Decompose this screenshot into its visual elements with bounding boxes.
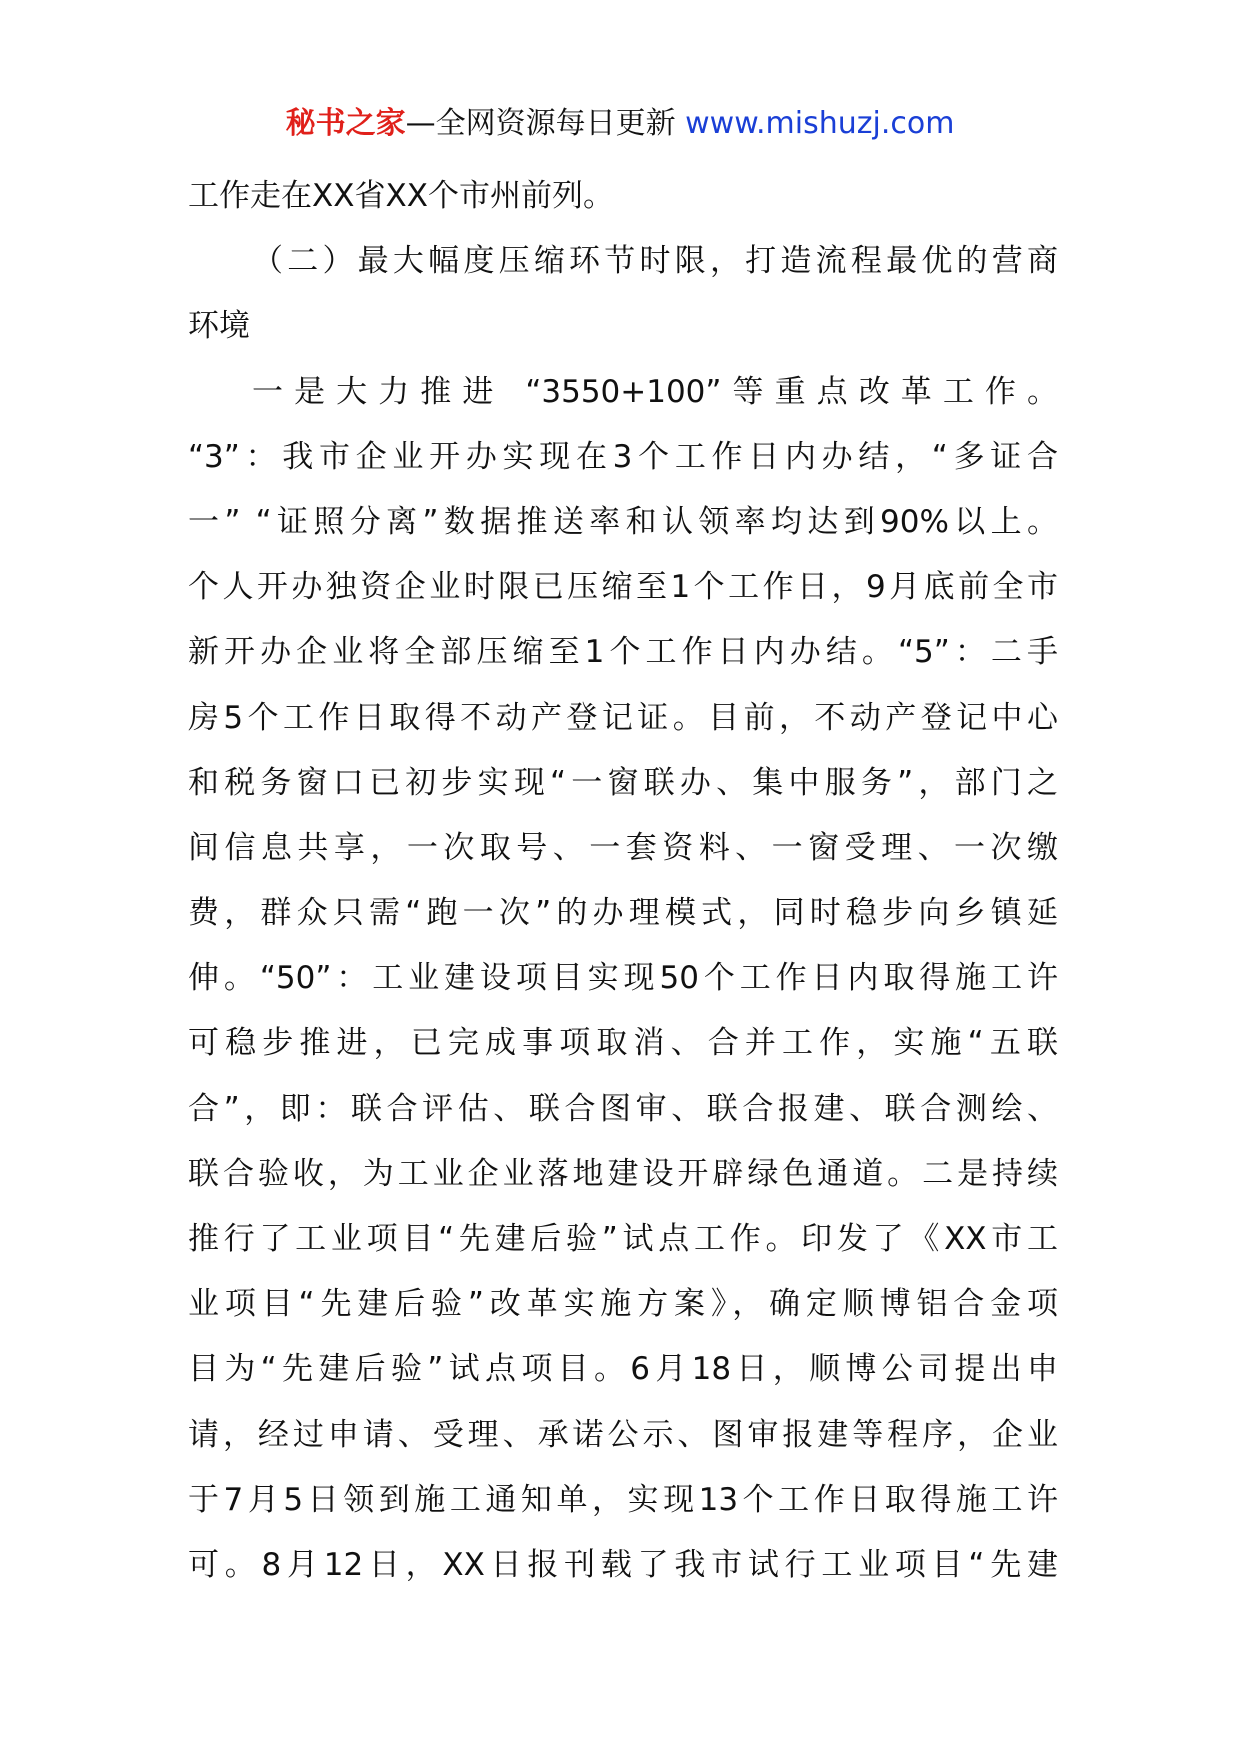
text-line: 一是大力推进 “3550+100”等重点改革工作。 [252,373,1058,410]
text-line: “3”：我市企业开办实现在3个工作日内办结，“多证合 [188,438,1058,475]
text-line: 可。8月12日，XX日报刊载了我市试行工业项目“先建 [188,1546,1058,1583]
section-heading: （二）最大幅度压缩环节时限，打造流程最优的营商 [252,243,1058,280]
section-heading-cont: 环境 [188,308,250,345]
text-line: 间信息共享，一次取号、一套资料、一窗受理、一次缴 [188,829,1058,866]
text-line: 伸。“50”：工业建设项目实现50个工作日内取得施工许 [188,960,1058,997]
text-line: 工作走在XX省XX个市州前列。 [188,178,614,214]
text-line: 房5个工作日取得不动产登记证。目前，不动产登记中心 [188,699,1058,736]
text-line: 业项目“先建后验”改革实施方案》，确定顺博铝合金项 [188,1286,1058,1323]
text-line: 推行了工业项目“先建后验”试点工作。印发了《XX市工 [188,1221,1058,1257]
document-body [188,164,1058,1598]
text-line: 请，经过申请、受理、承诺公示、图审报建等程序，企业 [188,1416,1058,1453]
text-line: 费，群众只需“跑一次”的办理模式，同时稳步向乡镇延 [188,895,1058,932]
header-tagline: —全网资源每日更新 [405,106,686,141]
text-line: 可稳步推进，已完成事项取消、合并工作，实施“五联 [188,1025,1058,1062]
text-line: 一” “证照分离”数据推送率和认领率均达到90%以上。 [188,503,1058,540]
text-line: 合”，即：联合评估、联合图审、联合报建、联合测绘、 [188,1090,1058,1127]
site-url-link[interactable]: www.mishuzj.com [685,106,955,141]
text-line: 个人开办独资企业时限已压缩至1个工作日，9月底前全市 [188,569,1058,606]
text-line: 联合验收，为工业企业落地建设开辟绿色通道。二是持续 [188,1155,1058,1192]
text-line: 目为“先建后验”试点项目。6月18日，顺博公司提出申 [188,1351,1058,1388]
brand-name: 秘书之家 [285,106,406,141]
text-line: 新开办企业将全部压缩至1个工作日内办结。“5”：二手 [188,634,1058,671]
watermark-header [0,100,1240,148]
text-line: 和税务窗口已初步实现“一窗联办、集中服务”，部门之 [188,764,1058,801]
text-line: 于7月5日领到施工通知单，实现13个工作日取得施工许 [188,1481,1058,1518]
